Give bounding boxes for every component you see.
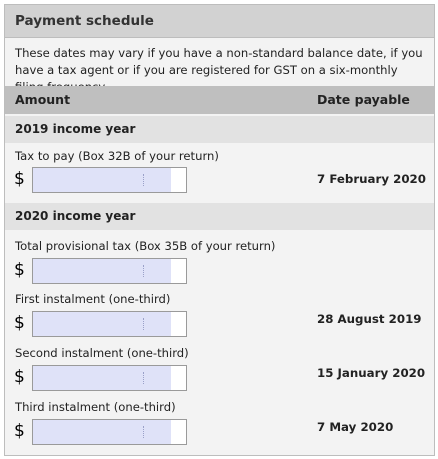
dollar-sign: $ (14, 260, 25, 280)
dollar-sign: $ (14, 169, 25, 189)
second-instalment-field (14, 365, 188, 392)
dollar-sign: $ (14, 421, 25, 441)
date-column-header: Date payable (317, 92, 410, 107)
dollar-sign: $ (14, 367, 25, 387)
cents-separator (143, 426, 144, 438)
amount-column-header: Amount (15, 92, 71, 107)
tax-to-pay-date: 7 February 2020 (317, 172, 426, 186)
input-fill (33, 168, 171, 192)
section-heading: 2019 income year (15, 122, 136, 136)
total-provisional-tax-label: Total provisional tax (Box 35B of your return) (15, 239, 276, 253)
second-instalment-label: Second instalment (one-third) (15, 346, 189, 360)
cents-separator (143, 174, 144, 186)
first-instalment-input[interactable] (32, 311, 187, 337)
third-instalment-input[interactable] (32, 419, 187, 445)
third-instalment-label: Third instalment (one-third) (15, 400, 176, 414)
notice-text: These dates may vary if you have a non-standard balance date, if you have a tax agent or if you are registered for GST on a six-monthly (15, 46, 423, 77)
column-header (5, 86, 434, 114)
second-instalment-input[interactable] (32, 365, 187, 391)
tax-to-pay-field (14, 167, 188, 194)
total-provisional-tax-input[interactable] (32, 258, 187, 284)
cents-separator (143, 372, 144, 384)
input-fill (33, 312, 171, 336)
input-fill (33, 366, 171, 390)
second-instalment-date: 15 January 2020 (317, 366, 426, 380)
tax-to-pay-label: Tax to pay (Box 32B of your return) (15, 149, 219, 163)
section-header-2019 (5, 116, 434, 143)
payment-schedule-panel (4, 4, 435, 456)
page-title: Payment schedule (15, 13, 154, 29)
third-instalment-date: 7 May 2020 (317, 420, 394, 434)
tax-to-pay-input[interactable] (32, 167, 187, 193)
cents-separator (143, 318, 144, 330)
first-instalment-label: First instalment (one-third) (15, 292, 171, 306)
third-instalment-field (14, 419, 188, 446)
section-header-2020 (5, 203, 434, 230)
title-bar (5, 5, 434, 38)
total-provisional-tax-field (14, 258, 188, 285)
section-heading: 2020 income year (15, 209, 136, 223)
input-fill (33, 420, 171, 444)
first-instalment-date: 28 August 2019 (317, 312, 422, 326)
cents-separator (143, 265, 144, 277)
dollar-sign: $ (14, 313, 25, 333)
input-fill (33, 259, 171, 283)
first-instalment-field (14, 311, 188, 338)
